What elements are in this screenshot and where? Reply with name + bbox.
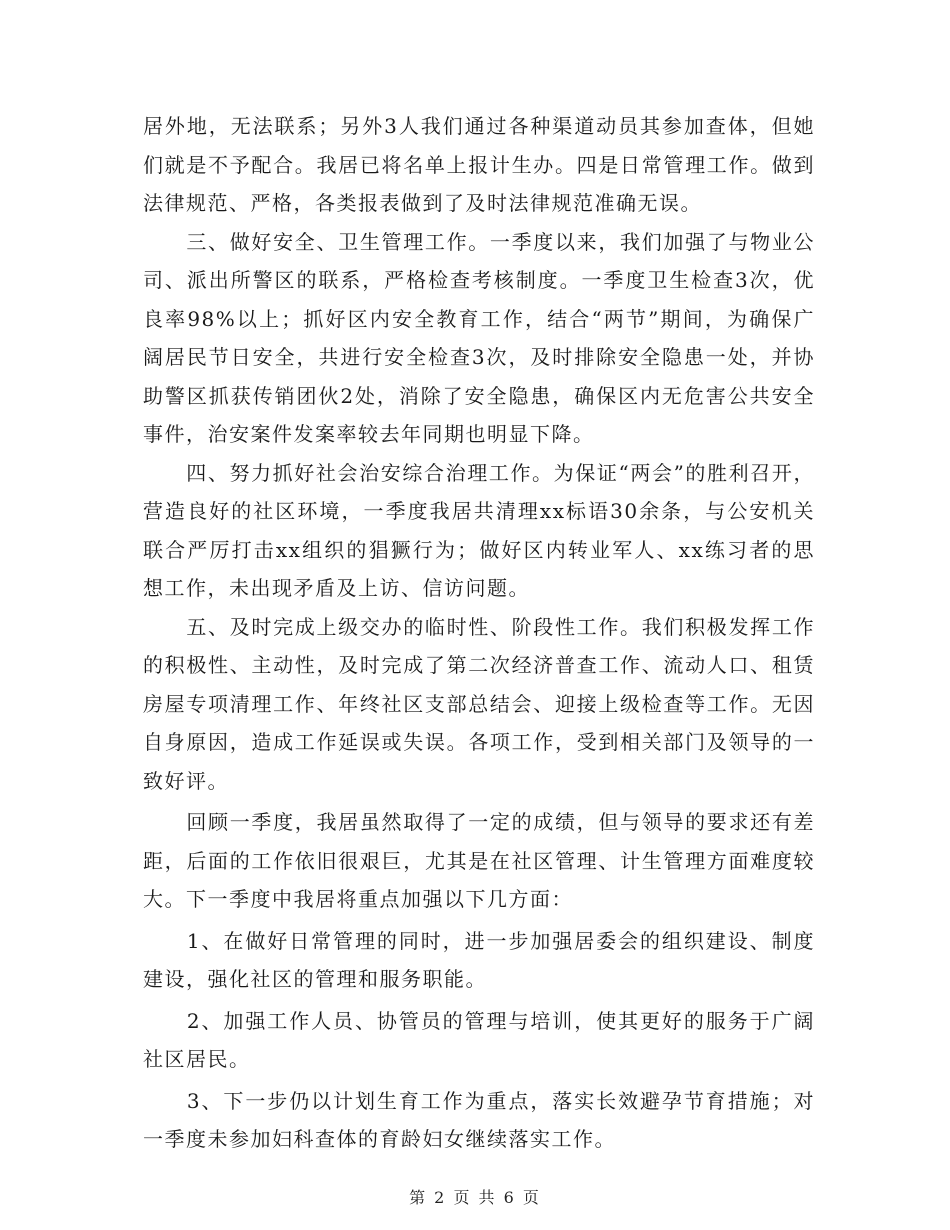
paragraph-plan-item-2: 2、加强工作人员、协管员的管理与培训，使其更好的服务于广阔社区居民。: [143, 1008, 815, 1071]
paragraph-section-three: 三、做好安全、卫生管理工作。一季度以来，我们加强了与物业公司、派出所警区的联系，严格检查考核制度。一季度卫生检查3次，优良率98%以上；抓好区内安全教育工作，结合“两节”期间，为确保广阔居民节日安全，共进行安全检查3次，及时排除安全隐患一处，并协助警区抓获传销团伙2处，消除了安全隐患，确保区内无危害公共安全事件，治安案件发案率较去年同期也明显下降。: [143, 229, 815, 446]
page-number-footer: 第 2 页 共 6 页: [409, 1188, 541, 1207]
paragraph-plan-item-3: 3、下一步仍以计划生育工作为重点，落实长效避孕节育措施；对一季度未参加妇科查体的育龄妇女继续落实工作。: [143, 1088, 815, 1151]
paragraph-continuation: 居外地，无法联系；另外3人我们通过各种渠道动员其参加查体，但她们就是不予配合。我居已将名单上报计生办。四是日常管理工作。做到法律规范、严格，各类报表做到了及时法律规范准确无误。: [143, 114, 815, 215]
paragraph-section-five: 五、及时完成上级交办的临时性、阶段性工作。我们积极发挥工作的积极性、主动性，及时完成了第二次经济普查工作、流动人口、租赁房屋专项清理工作、年终社区支部总结会、迎接上级检查等工作。无因自身原因，造成工作延误或失误。各项工作，受到相关部门及领导的一致好评。: [143, 614, 815, 793]
paragraph-section-four: 四、努力抓好社会治安综合治理工作。为保证“两会”的胜利召开，营造良好的社区环境，一季度我居共清理xx标语30余条，与公安机关联合严厉打击xx组织的猖獗行为；做好区内转业军人、xx练习者的思想工作，未出现矛盾及上访、信访问题。: [143, 460, 815, 600]
document-body: [143, 107, 815, 1159]
paragraph-plan-item-1: 1、在做好日常管理的同时，进一步加强居委会的组织建设、制度建设，强化社区的管理和服务职能。: [143, 928, 815, 991]
paragraph-review: 回顾一季度，我居虽然取得了一定的成绩，但与领导的要求还有差距，后面的工作依旧很艰巨，尤其是在社区管理、计生管理方面难度较大。下一季度中我居将重点加强以下几方面：: [143, 810, 815, 911]
